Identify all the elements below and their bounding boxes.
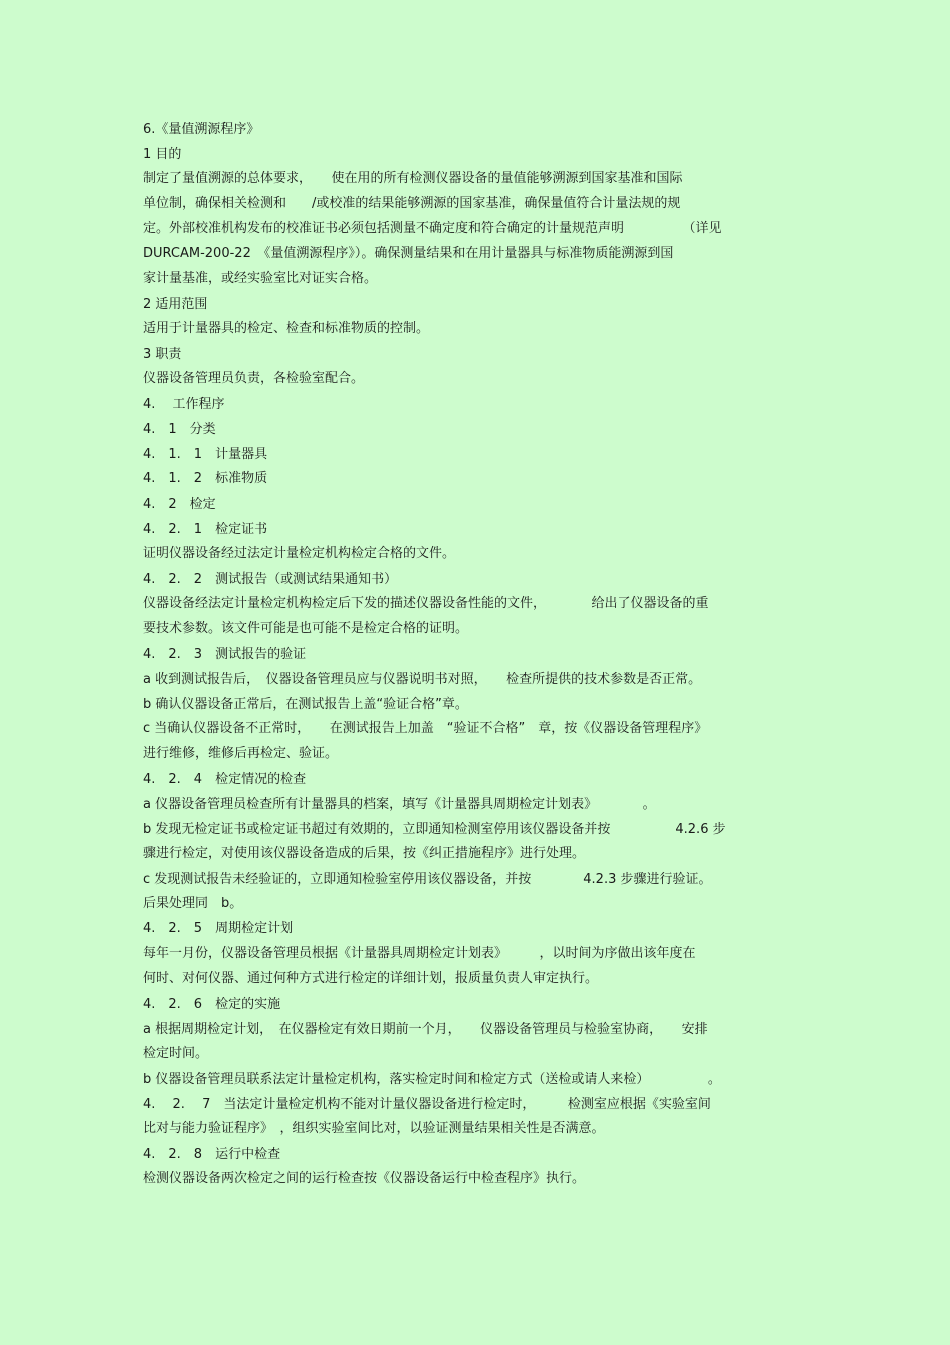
text-line: 检测仪器设备两次检定之间的运行检查按《仪器设备运行中检查程序》执行。 (143, 1171, 586, 1186)
text-line: 比对与能力验证程序》 ，组织实验室间比对，以验证测量结果相关性是否满意。 (143, 1121, 605, 1136)
text-line: 家计量基准，或经实验室比对证实合格。 (143, 271, 378, 286)
text-line: 制定了量值溯源的总体要求， 使在用的所有检测仪器设备的量值能够溯源到国家基准和国际 (143, 171, 683, 186)
text-line: a 收到测试报告后， 仪器设备管理员应与仪器说明书对照， 检查所提供的技术参数是否正常。 (143, 672, 702, 687)
text-line: c 发现测试报告未经验证的，立即通知检验室停用该仪器设备，并按 4.2.3 步骤进行验证。 (143, 872, 712, 887)
document-title: 6.《量值溯源程序》 (143, 122, 260, 137)
text-line: 4. 2. 7 当法定计量检定机构不能对计量仪器设备进行检定时， 检测室应根据《实验室间 (143, 1097, 711, 1112)
text-line: 进行维修，维修后再检定、验证。 (143, 746, 339, 761)
text-line: a 根据周期检定计划， 在仪器检定有效日期前一个月， 仪器设备管理员与检验室协商， 安排 (143, 1022, 708, 1037)
text-line: a 仪器设备管理员检查所有计量器具的档案，填写《计量器具周期检定计划表》 。 (143, 797, 656, 812)
text-line: 4. 2. 6 检定的实施 (143, 997, 281, 1012)
text-line: 证明仪器设备经过法定计量检定机构检定合格的文件。 (143, 546, 456, 561)
text-line: 4. 2. 1 检定证书 (143, 522, 268, 537)
text-line: 4. 工作程序 (143, 397, 225, 412)
text-line: 4. 2. 4 检定情况的检查 (143, 772, 307, 787)
text-line: b 仪器设备管理员联系法定计量检定机构，落实检定时间和检定方式（送检或请人来检） 。 (143, 1072, 721, 1087)
text-line: 何时、对何仪器、通过何种方式进行检定的详细计划，报质量负责人审定执行。 (143, 971, 599, 986)
text-line: 仪器设备经法定计量检定机构检定后下发的描述仪器设备性能的文件， 给出了仪器设备的重 (143, 596, 709, 611)
text-line: 后果处理同 b。 (143, 896, 243, 911)
text-line: 要技术参数。该文件可能是也可能不是检定合格的证明。 (143, 621, 469, 636)
text-line: 骤进行检定，对使用该仪器设备造成的后果，按《纠正措施程序》进行处理。 (143, 846, 586, 861)
text-line: 4. 1 分类 (143, 422, 216, 437)
text-line: 4. 2. 8 运行中检查 (143, 1147, 281, 1162)
text-line: 适用于计量器具的检定、检查和标准物质的控制。 (143, 321, 430, 336)
text-line: 定。外部校准机构发布的校准证书必须包括测量不确定度和符合确定的计量规范声明 （详见 (143, 221, 722, 236)
text-line: 4. 2 检定 (143, 497, 216, 512)
text-line: 4. 1. 1 计量器具 (143, 447, 268, 462)
text-line: b 确认仪器设备正常后，在测试报告上盖“验证合格”章。 (143, 697, 468, 712)
text-line: 4. 2. 5 周期检定计划 (143, 921, 294, 936)
text-line: b 发现无检定证书或检定证书超过有效期的，立即通知检测室停用该仪器设备并按 4.2.6 步 (143, 822, 726, 837)
text-line: 2 适用范围 (143, 297, 208, 312)
text-line: 检定时间。 (143, 1046, 209, 1061)
text-line: 4. 2. 2 测试报告（或测试结果通知书） (143, 572, 398, 587)
text-line: 单位制，确保相关检测和 /或校准的结果能够溯源的国家基准，确保量值符合计量法规的规 (143, 196, 681, 211)
text-line: 3 职责 (143, 347, 182, 362)
text-line: DURCAM-200-22 《量值溯源程序》）。确保测量结果和在用计量器具与标准物质能溯源到国 (143, 246, 674, 261)
text-line: 4. 1. 2 标准物质 (143, 471, 268, 486)
text-line: 仪器设备管理员负责，各检验室配合。 (143, 371, 365, 386)
text-line: c 当确认仪器设备不正常时， 在测试报告上加盖 “验证不合格” 章，按《仪器设备管理程序》 (143, 721, 708, 736)
text-line: 1 目的 (143, 147, 182, 162)
text-line: 4. 2. 3 测试报告的验证 (143, 647, 307, 662)
text-line: 每年一月份，仪器设备管理员根据《计量器具周期检定计划表》 ，以时间为序做出该年度在 (143, 946, 696, 961)
